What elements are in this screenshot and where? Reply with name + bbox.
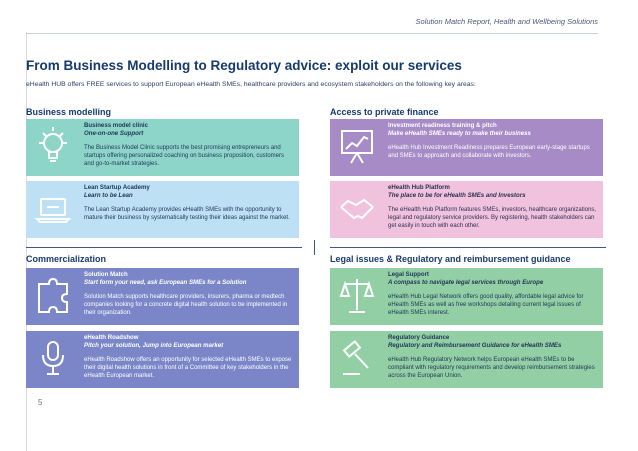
card-legal-support bbox=[330, 268, 603, 325]
card-title: Solution Match bbox=[84, 271, 128, 278]
lightbulb-icon bbox=[34, 125, 72, 169]
page-number: 5 bbox=[38, 398, 43, 407]
card-solution-match bbox=[26, 268, 299, 325]
card-title: Lean Startup Academy bbox=[84, 184, 150, 191]
card-description: Solution Match supports healthcare providers, insurers, pharma or medtech companies looking for a concrete digital health solution to be implemented in their organization. bbox=[84, 294, 288, 316]
card-investment-readiness bbox=[330, 119, 603, 176]
card-subtitle: Pitch your solution, Jump into European market bbox=[84, 342, 224, 349]
card-description: The eHealth Hub Platform features SMEs, investors, healthcare organizations, legal and regulatory service providers. By registering, health stakeholders can get easily in touch with each other. bbox=[388, 207, 597, 229]
card-ehealth-roadshow bbox=[26, 331, 299, 388]
section-heading-private-finance: Access to private finance bbox=[330, 107, 439, 117]
card-subtitle: Learn to be Lean bbox=[84, 192, 133, 199]
puzzle-icon bbox=[34, 274, 72, 318]
card-description: The Lean Startup Academy provides eHealth SMEs with the opportunity to mature their business by systematically testing their ideas against the market. bbox=[84, 207, 290, 221]
card-subtitle: Regulatory and Reimbursement Guidance for eHealth SMEs bbox=[388, 342, 562, 349]
card-subtitle: The place to be for eHealth SMEs and Investors bbox=[388, 192, 526, 199]
card-subtitle: A compass to navigate legal services through Europe bbox=[388, 279, 544, 286]
card-description: eHealth Hub Investment Readiness prepares European early-stage startups and SMEs to approach and collaborate with investors. bbox=[388, 145, 590, 159]
page-title: From Business Modelling to Regulatory advice: exploit our services bbox=[26, 58, 462, 73]
gavel-icon bbox=[338, 337, 376, 381]
card-ehealth-hub-platform bbox=[330, 181, 603, 238]
section-heading-legal: Legal issues & Regulatory and reimbursement guidance bbox=[330, 254, 571, 264]
card-subtitle: Make eHealth SMEs ready to make their business bbox=[388, 130, 531, 137]
microphone-icon bbox=[34, 337, 72, 381]
card-description: eHealth Roadshow offers an opportunity for selected eHealth SMEs to expose their digital health solutions in front of a Committee of key stakeholders in the eHealth European market. bbox=[84, 357, 292, 379]
scales-icon bbox=[338, 274, 376, 318]
card-title: eHealth Hub Platform bbox=[388, 184, 450, 191]
section-heading-business-modelling: Business modelling bbox=[26, 107, 112, 117]
card-title: Business model clinic bbox=[84, 122, 149, 129]
presentation-chart-icon bbox=[338, 125, 376, 169]
card-description: eHealth Hub Legal Network offers good quality, affordable legal advice for eHealth SMEs as well as free workshops detailing current legal issues of eHealth SMEs interest. bbox=[388, 294, 584, 316]
laptop-icon bbox=[34, 187, 72, 231]
card-description: The Business Model Clinic supports the best promising entrepreneurs and startups offering personalized coaching on business proposition, customers and go-to-market strategies. bbox=[84, 145, 285, 167]
card-subtitle: Start form your need, ask European SMEs for a Solution bbox=[84, 279, 247, 286]
running-title: Solution Match Report, Health and Wellbeing Solutions bbox=[415, 17, 598, 26]
card-description: eHealth Hub Regulatory Network helps European eHealth SMEs to be compliant with regulatory requirements and develop reimbursement strategies across the European Union. bbox=[388, 357, 595, 379]
card-regulatory-guidance bbox=[330, 331, 603, 388]
section-heading-commercialization: Commercialization bbox=[26, 254, 107, 264]
card-title: Legal Support bbox=[388, 271, 429, 278]
card-subtitle: One-on-one Support bbox=[84, 130, 144, 137]
card-title: Regulatory Guidance bbox=[388, 334, 450, 341]
handshake-icon bbox=[338, 187, 376, 231]
card-business-model-clinic bbox=[26, 119, 299, 176]
card-lean-startup-academy bbox=[26, 181, 299, 238]
divider bbox=[330, 247, 606, 248]
card-title: Investment readiness training & pitch bbox=[388, 122, 497, 129]
margin-line bbox=[26, 32, 27, 451]
running-header bbox=[26, 10, 598, 34]
intro-text: eHealth HUB offers FREE services to support European eHealth SMEs, healthcare providers and ecosystem stakeholders on the following key areas: bbox=[26, 81, 476, 88]
divider bbox=[26, 247, 302, 248]
divider bbox=[314, 240, 315, 255]
card-title: eHealth Roadshow bbox=[84, 334, 139, 341]
